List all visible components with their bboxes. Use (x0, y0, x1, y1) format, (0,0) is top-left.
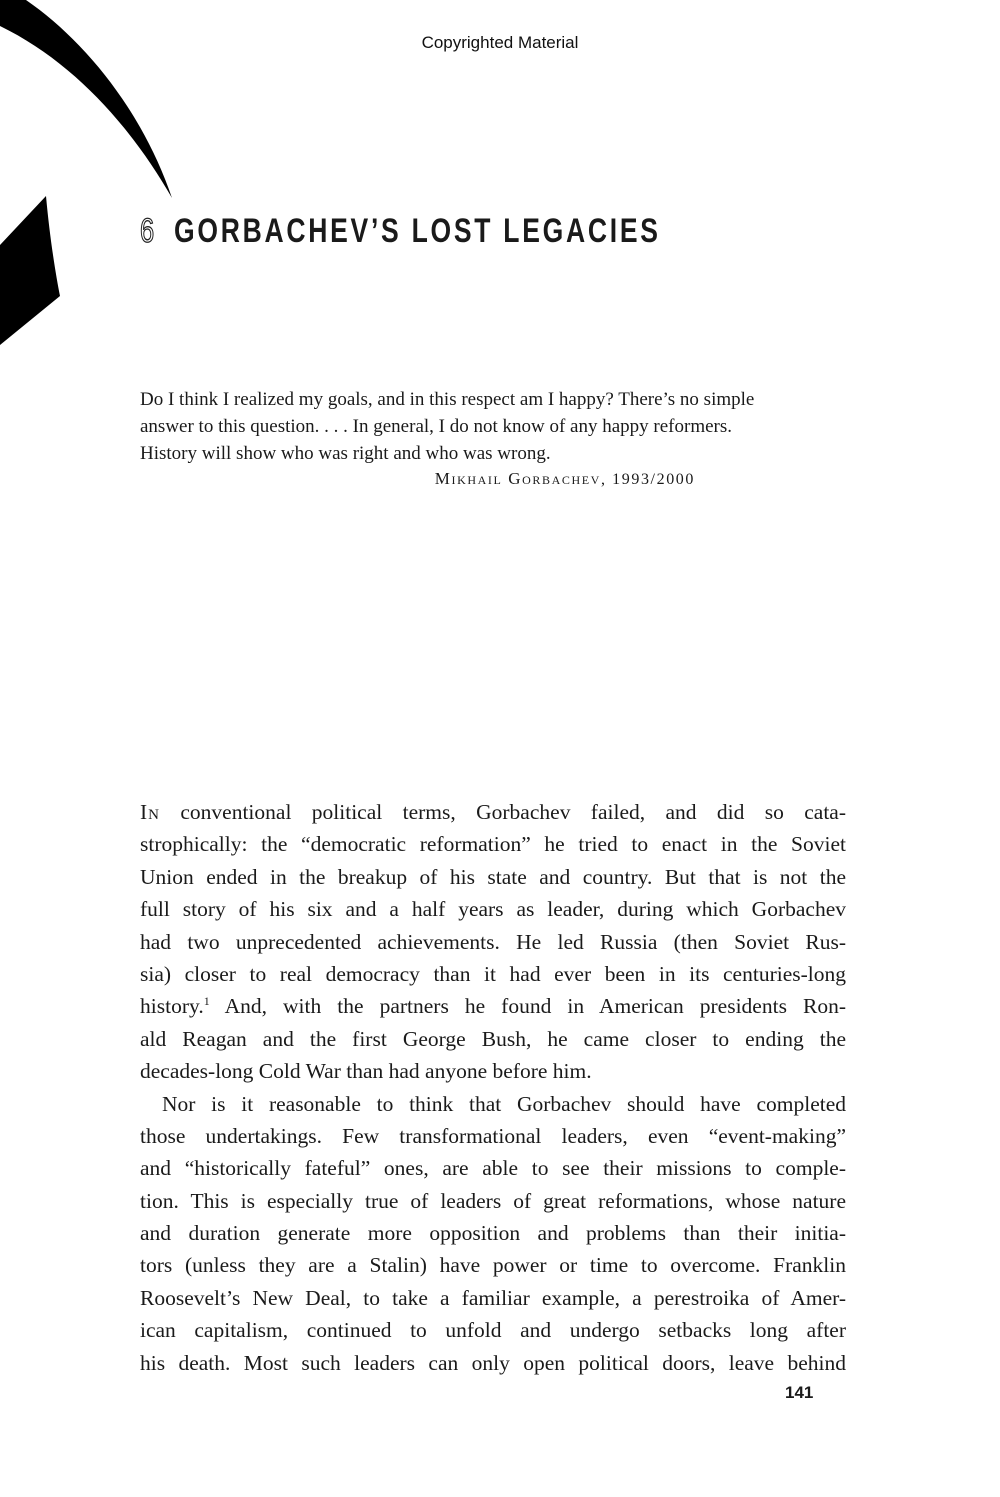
copyright-watermark: Copyrighted Material (421, 33, 579, 52)
body-line: Union ended in the breakup of his state and country. But that is not the (140, 864, 846, 889)
epigraph-line: History will show who was right and who was wrong. (140, 443, 551, 464)
body-line: and “historically fateful” ones, are able to see their missions to comple- (140, 1156, 846, 1181)
body-text (140, 796, 846, 1379)
body-line-text: And, with the partners he found in American presidents Ron- (224, 994, 846, 1019)
body-line: ald Reagan and the first George Bush, he came closer to ending the (140, 1026, 846, 1051)
chapter-title: GORBACHEV’S LOST LEGACIES (174, 211, 661, 250)
attribution-years: , 1993/2000 (600, 471, 695, 488)
body-line: Roosevelt’s New Deal, to take a familiar example, a perestroika of Amer- (140, 1285, 846, 1310)
body-line-text: history. (140, 994, 204, 1019)
body-line-text: conventional political terms, Gorbachev failed, and did so cata- (180, 800, 847, 824)
body-line: and duration generate more opposition and problems than their initia- (140, 1221, 846, 1246)
body-line: ican capitalism, continued to unfold and undergo setbacks long after (140, 1318, 846, 1343)
body-line: tors (unless they are a Stalin) have power or time to overcome. Franklin (140, 1253, 846, 1278)
attribution-name: Mikhail Gorbachev (434, 469, 601, 488)
footnote-marker[interactable]: 1 (203, 994, 210, 1009)
epigraph (140, 386, 860, 467)
body-line: full story of his six and a half years as leader, during which Gorbachev (140, 897, 846, 922)
page-number: 141 (785, 1383, 814, 1402)
body-line: strophically: the “democratic reformation” he tried to enact in the Soviet (140, 832, 846, 857)
chapter-heading (140, 208, 798, 254)
body-line: decades-long Cold War than had anyone before him. (140, 1059, 592, 1084)
body-line (140, 796, 846, 828)
chapter-number: 6 (140, 211, 155, 250)
drop-cap: In (140, 800, 160, 824)
epigraph-line: answer to this question. . . . In general, I do not know of any happy reformers. (140, 416, 733, 437)
body-line: had two unprecedented achievements. He led Russia (then Soviet Rus- (140, 929, 846, 954)
body-line (140, 990, 846, 1022)
body-line: Nor is it reasonable to think that Gorbachev should have completed (162, 1091, 846, 1116)
body-line: those undertakings. Few transformational leaders, even “event-making” (140, 1123, 846, 1148)
body-line: sia) closer to real democracy than it had ever been in its centuries-long (140, 961, 846, 986)
body-line: his death. Most such leaders can only open political doors, leave behind (140, 1350, 846, 1375)
body-line: tion. This is especially true of leaders of great reformations, whose nature (140, 1188, 846, 1213)
epigraph-line: Do I think I realized my goals, and in this respect am I happy? There’s no simple (140, 389, 755, 410)
epigraph-attribution (140, 469, 695, 489)
